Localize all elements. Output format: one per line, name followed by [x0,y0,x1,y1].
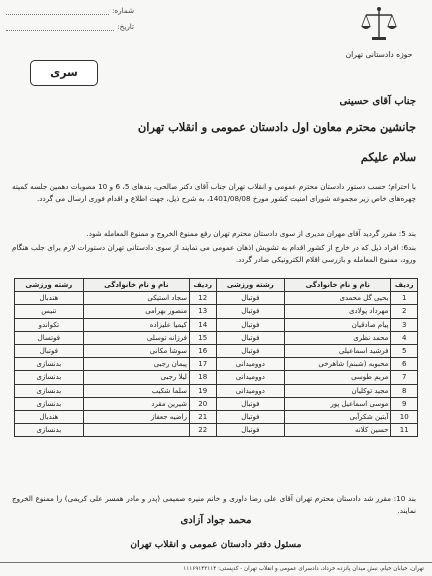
sport: بدنسازی [15,358,84,371]
row-number: 7 [391,371,418,384]
athlete-name: محمد نظری [285,331,391,344]
sport: تکواندو [15,318,84,331]
athlete-name: سلما شکیب [83,384,189,397]
athlete-name [83,424,189,437]
row-number: 4 [391,331,418,344]
sport: فوتبال [216,292,285,305]
row-number: 3 [391,318,418,331]
sport: بدنسازی [15,384,84,397]
col-header-num: ردیف [391,279,418,292]
row-number: 9 [391,397,418,410]
athlete-name: کیمیا علیزاده [83,318,189,331]
col-header-sport: رشته ورزشی [216,279,285,292]
table-row [15,292,418,305]
col-header-sport: رشته ورزشی [15,279,84,292]
athlete-name: محبوبه (شبنم) شاهرخی [285,358,391,371]
body-paragraph-clause6: بند6: افراد ذیل که در خارج از کشور اقدام به تشویش اذهان عمومی می نمایند از سوی دادستانی تهران دستورات لازم برای جلب هنگام ورود، ممنوع المعامله و بازرسی اقلام الکترونیکی صادر گردد. [12,243,416,264]
row-number: 14 [189,318,216,331]
athlete-name: فرشید اسماعیلی [285,344,391,357]
salutation: سلام علیکم [360,150,416,164]
athlete-name: پیام صادقیان [285,318,391,331]
table-row [15,397,418,410]
col-header-name: نام و نام خانوادگی [83,279,189,292]
athlete-name: لیلا رجبی [83,371,189,384]
athlete-name: حسین کلانه [285,424,391,437]
sport: بدنسازی [15,371,84,384]
sport: بدنسازی [15,397,84,410]
recipient-title: جانشین محترم معاون اول دادستان عمومی و انقلاب تهران [137,120,416,134]
sport: فوتسال [15,331,84,344]
table-row [15,305,418,318]
sport: فوتبال [15,344,84,357]
letter-meta [6,6,134,38]
sport: فوتبال [216,424,285,437]
sport: فوتبال [216,318,285,331]
sport: دوومیدانی [216,371,285,384]
athlete-name: مهرداد پولادی [285,305,391,318]
sport: دوومیدانی [216,384,285,397]
row-number: 15 [189,331,216,344]
footer-address: تهران، خیابان خیام، نبش میدان پانزده خرداد، دادسرای عمومی و انقلاب تهران - کدپستی: ۱۱۱۶۹۱۴۳۱۱۴ [0,562,432,576]
athlete-name: منصور بهرامی [83,305,189,318]
athlete-name: سوشا مکانی [83,344,189,357]
row-number: 22 [189,424,216,437]
sport: تنیس [15,305,84,318]
row-number: 8 [391,384,418,397]
col-header-num: ردیف [189,279,216,292]
row-number: 10 [391,410,418,423]
row-number: 1 [391,292,418,305]
date-line [6,22,114,31]
row-number: 6 [391,358,418,371]
table-row [15,410,418,423]
sport: فوتبال [216,397,285,410]
row-number: 5 [391,344,418,357]
number-line [6,6,109,15]
table-row [15,318,418,331]
row-number: 20 [189,397,216,410]
row-number: 21 [189,410,216,423]
date-row [6,22,134,31]
athlete-name: مجید توکلیان [285,384,391,397]
body-paragraph-intro: با احترام؛ حسب دستور دادستان محترم عمومی و انقلاب تهران جناب آقای دکتر صالحی، بندهای 5، 6 و 10 مصوبات دهمین جلسه کمیته چهره‌های خاص زیر مجموعه شورای امنیت کشور مورخ 1401/08/08، به شرح ذیل، جهت اطلاع و اقدام فوری ارسال می گردد. [12,182,417,203]
athlete-name: یحیی گل محمدی [285,292,391,305]
sport: دوومیدانی [216,358,285,371]
athlete-name: سجاد استیکی [83,292,189,305]
athlete-name: فرزانه توسلی [83,331,189,344]
athlete-name: موسی اسماعیل پور [285,397,391,410]
athlete-name: مریم طوسی [285,371,391,384]
row-number: 12 [189,292,216,305]
court-name: حوزه دادستانی تهران [345,50,413,59]
body-paragraph-clause5: بند 5: مقرر گردید آقای مهران مدیری از سوی دادستان محترم تهران رفع ممنوع الخروج و ممنوع المعامله شود. [86,229,416,238]
row-number: 16 [189,344,216,357]
date-label: تاریخ: [117,22,134,31]
row-number: 19 [189,384,216,397]
letterhead [334,4,424,59]
athlete-name: شیرین مقرد [83,397,189,410]
athlete-name: پیمان رجبی [83,358,189,371]
signature-block [0,515,432,550]
sport: هندبال [15,292,84,305]
row-number: 18 [189,371,216,384]
recipient-name: جناب آقای حسینی [339,96,416,107]
signatory-name: محمد جواد آزادی [180,515,252,526]
sport: فوتبال [216,410,285,423]
sport: هندبال [15,410,84,423]
athletes-table [14,278,418,437]
row-number: 17 [189,358,216,371]
table-row [15,384,418,397]
scales-of-justice-icon [359,4,399,44]
table-row [15,371,418,384]
classification-stamp: سری [30,60,98,86]
row-number: 11 [391,424,418,437]
table-row [15,358,418,371]
table-row [15,344,418,357]
number-label: شماره: [111,6,134,15]
sport: فوتبال [216,305,285,318]
table-row [15,331,418,344]
row-number: 2 [391,305,418,318]
number-row [6,6,134,15]
signatory-role: مسئول دفتر دادستان عمومی و انقلاب تهران [130,539,302,550]
table-header-row [15,279,418,292]
col-header-name: نام و نام خانوادگی [285,279,391,292]
athlete-name: آیتین شکرآبی [285,410,391,423]
table-row [15,424,418,437]
sport: فوتبال [216,344,285,357]
athlete-name: راضیه جعفاز [83,410,189,423]
sport: بدنسازی [15,424,84,437]
sport: فوتبال [216,331,285,344]
row-number: 13 [189,305,216,318]
body-paragraph-clause10: بند 10: مقرر شد دادستان محترم تهران آقای علی رضا داوری و خانم منیره صمیمی (پدر و مادر همسر علی کریمی) را ممنوع الخروج نمایند. [12,494,416,515]
